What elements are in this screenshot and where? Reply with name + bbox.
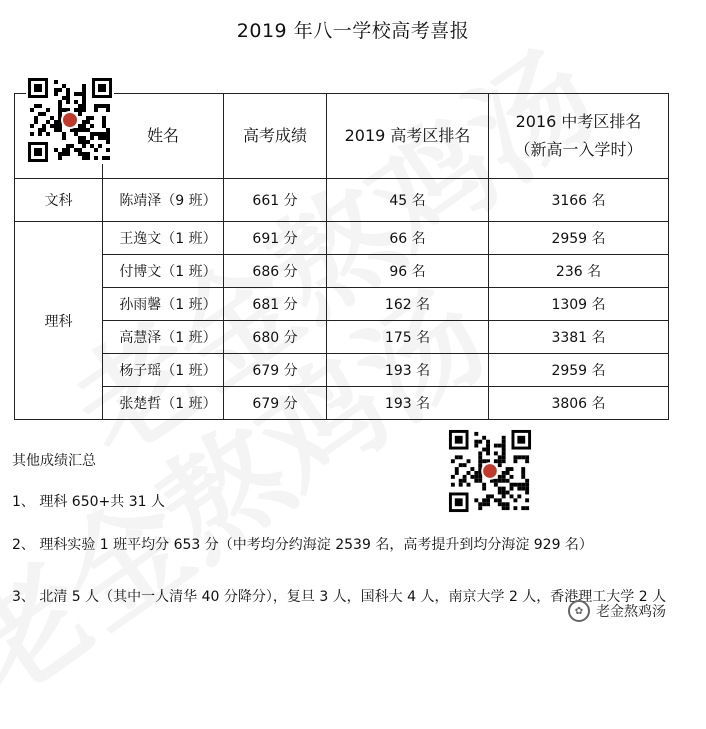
student-rank-2016: 236 名 xyxy=(489,255,669,288)
summary-item: 2、 理科实验 1 班平均分 653 分（中考均分约海淀 2539 名，高考提升到均分海淀 929 名） xyxy=(12,537,593,553)
header-rank-2016-line1: 2016 中考区排名 xyxy=(515,112,642,131)
table-row xyxy=(15,255,669,288)
student-score: 691 分 xyxy=(224,222,327,255)
group-science: 理科 xyxy=(15,222,103,420)
student-rank-2019: 162 名 xyxy=(327,288,489,321)
qr-code-image xyxy=(26,76,114,164)
student-name: 陈靖泽（9 班） xyxy=(103,179,224,222)
student-rank-2019: 193 名 xyxy=(327,354,489,387)
student-score: 681 分 xyxy=(224,288,327,321)
header-name: 姓名 xyxy=(103,94,224,179)
table-row xyxy=(15,321,669,354)
group-arts: 文科 xyxy=(15,179,103,222)
student-rank-2019: 193 名 xyxy=(327,387,489,420)
table-row xyxy=(15,354,669,387)
header-score: 高考成绩 xyxy=(224,94,327,179)
table-row xyxy=(15,387,669,420)
student-rank-2016: 1309 名 xyxy=(489,288,669,321)
student-rank-2016: 3381 名 xyxy=(489,321,669,354)
student-rank-2016: 3166 名 xyxy=(489,179,669,222)
student-rank-2016: 2959 名 xyxy=(489,222,669,255)
student-name: 高慧泽（1 班） xyxy=(103,321,224,354)
summary-item: 3、 北清 5 人（其中一人清华 40 分降分），复旦 3 人，国科大 4 人，南京大学 2 人，香港理工大学 2 人 xyxy=(12,589,667,605)
student-rank-2016: 2959 名 xyxy=(489,354,669,387)
brand-logo xyxy=(568,600,666,622)
table-row xyxy=(15,222,669,255)
student-score: 679 分 xyxy=(224,354,327,387)
brand-name: 老金熬鸡汤 xyxy=(596,604,666,620)
student-rank-2019: 45 名 xyxy=(327,179,489,222)
table-row xyxy=(15,179,669,222)
qr-code-image xyxy=(447,428,533,514)
summary-title: 其他成绩汇总 xyxy=(12,453,96,469)
wechat-icon: ✿ xyxy=(568,600,590,622)
student-rank-2019: 175 名 xyxy=(327,321,489,354)
student-score: 679 分 xyxy=(224,387,327,420)
student-name: 杨子瑶（1 班） xyxy=(103,354,224,387)
header-rank-2016-line2: （新高一入学时） xyxy=(514,140,643,159)
header-rank-2016 xyxy=(489,94,669,179)
student-name: 付博文（1 班） xyxy=(103,255,224,288)
summary-item: 1、 理科 650+共 31 人 xyxy=(12,494,165,510)
student-name: 孙雨馨（1 班） xyxy=(103,288,224,321)
student-score: 686 分 xyxy=(224,255,327,288)
page-title: 2019 年八一学校高考喜报 xyxy=(236,20,470,42)
student-name: 王逸文（1 班） xyxy=(103,222,224,255)
header-rank-2019: 2019 高考区排名 xyxy=(327,94,489,179)
student-rank-2016: 3806 名 xyxy=(489,387,669,420)
student-score: 680 分 xyxy=(224,321,327,354)
table-row xyxy=(15,288,669,321)
student-name: 张楚哲（1 班） xyxy=(103,387,224,420)
student-rank-2019: 96 名 xyxy=(327,255,489,288)
student-rank-2019: 66 名 xyxy=(327,222,489,255)
student-score: 661 分 xyxy=(224,179,327,222)
